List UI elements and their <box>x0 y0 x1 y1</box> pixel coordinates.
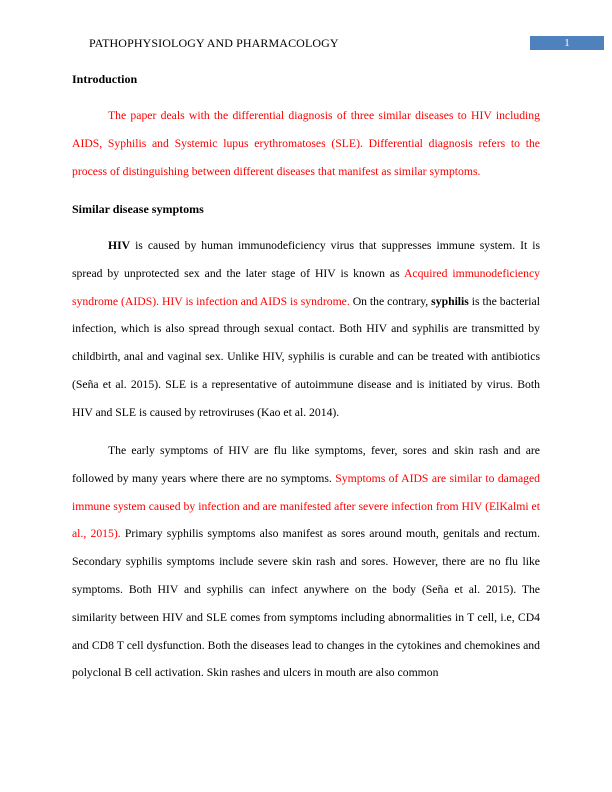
symptoms-heading: Similar disease symptoms <box>72 202 204 216</box>
intro-heading: Introduction <box>72 72 138 86</box>
page-number: 1 <box>530 36 604 50</box>
hiv-text-3: is the bacterial infection, which is also spread through sexual contact. Both HIV and syphilis are transmitted by childbirth, anal and vaginal sex. Unlike HIV, syphilis is curable and can be treated with antibiotics (Seña et al. 2015). SLE is a representative of autoimmune disease and is initiated by virus. Both HIV and SLE is caused by retroviruses (Kao et al. 2014). <box>72 294 540 419</box>
hiv-term: HIV <box>108 239 131 252</box>
hiv-aids-highlight: Acquired immunodeficiency syndrome (AIDS). HIV is infection and AIDS is syndrome. <box>72 266 540 308</box>
hiv-paragraph <box>72 232 540 427</box>
syphilis-term: syphilis <box>431 294 469 308</box>
intro-paragraph <box>72 102 540 185</box>
running-head: PATHOPHYSIOLOGY AND PHARMACOLOGY <box>89 36 339 50</box>
hiv-text-1: is caused by human immunodeficiency virus that suppresses immune system. It is spread by unprotected sex and the later stage of HIV is known as <box>72 239 540 280</box>
symptoms-text-2: Primary syphilis symptoms also manifest as sores around mouth, genitals and rectum. Secondary syphilis symptoms include severe skin rash and sores. However, there are no flu like symptoms. Both HIV and syphilis can infect anywhere on the body (Seña et al. 2015). The similarity between HIV and SLE comes from symptoms including abnormalities in T cell, i.e, CD4 and CD8 T cell dysfunction. Both the diseases lead to changes in the cytokines and chemokines and polyclonal B cell activation. Skin rashes and ulcers in mouth are also common <box>72 527 541 680</box>
symptoms-paragraph <box>72 437 540 687</box>
intro-text: The paper deals with the differential diagnosis of three similar diseases to HIV including AIDS, Syphilis and Systemic lupus erythromatoses (SLE). Differential diagnosis refers to the process of distinguishing between different diseases that manifest as similar symptoms. <box>72 109 540 178</box>
symptoms-text-1: The early symptoms of HIV are flu like symptoms, fever, sores and skin rash and are followed by many years where there are no symptoms. <box>72 444 540 485</box>
hiv-text-2: On the contrary, <box>349 294 432 308</box>
aids-symptoms-highlight: Symptoms of AIDS are similar to damaged immune system caused by infection and are manifested after severe infection from HIV (ElKalmi et al., 2015). <box>72 471 541 541</box>
